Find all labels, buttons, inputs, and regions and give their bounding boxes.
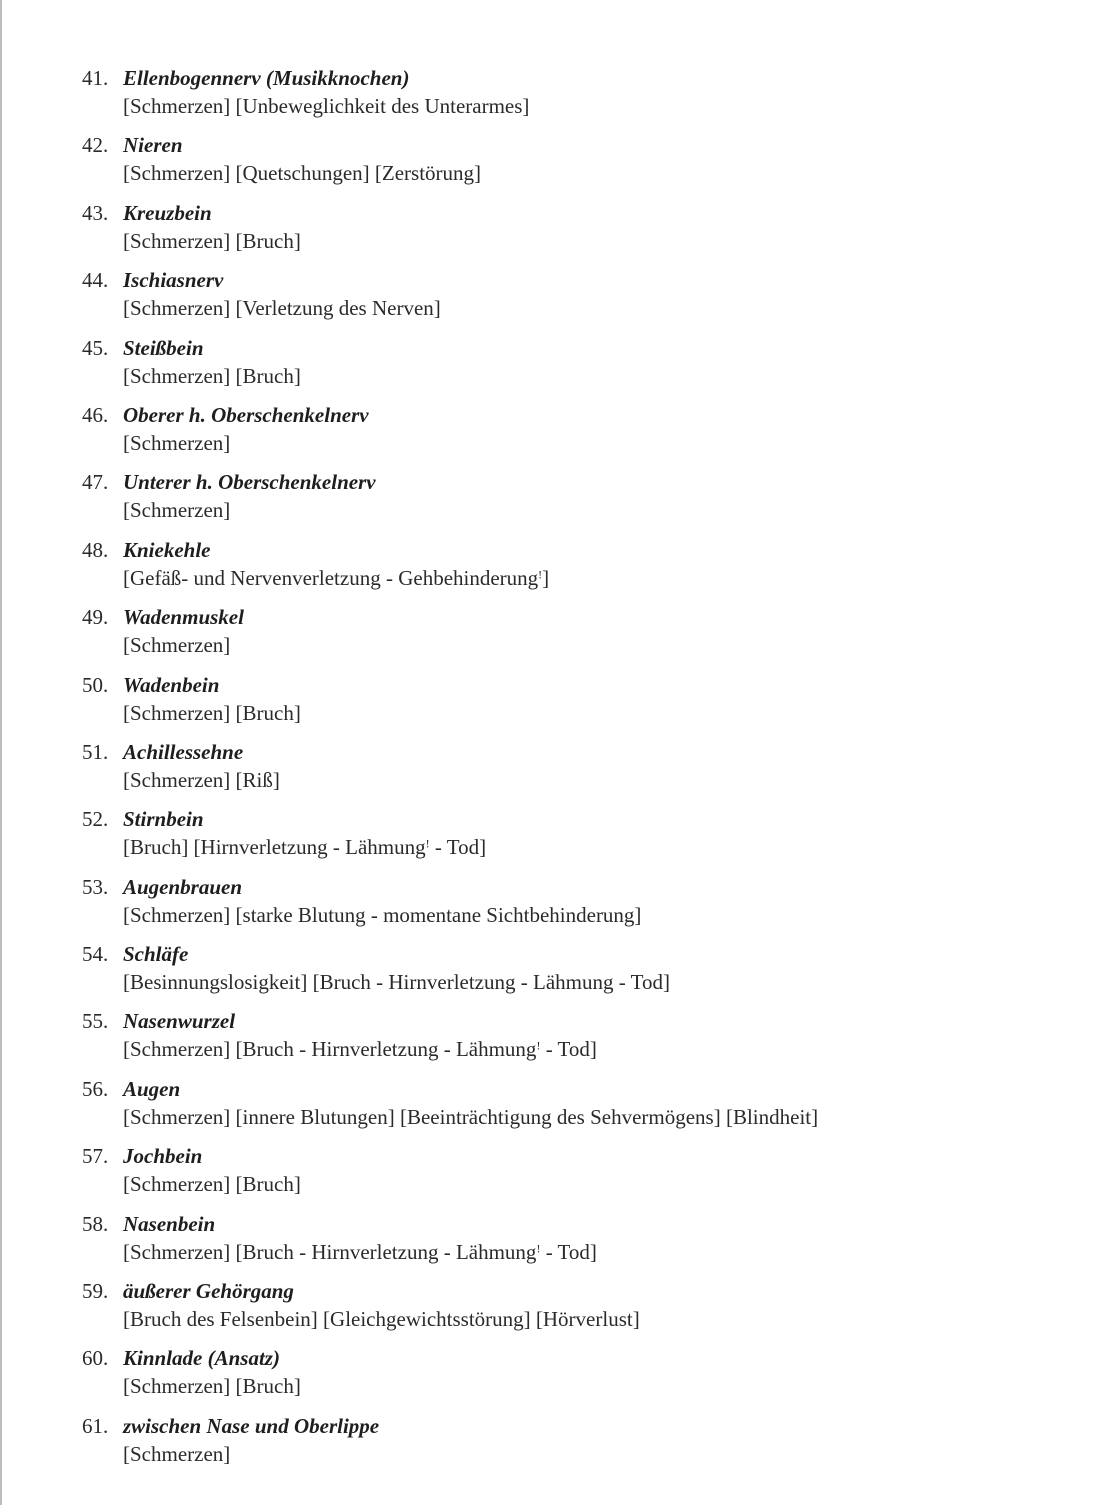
- effect-text: [Gefäß- und Nervenverletzung - Gehbehinderung: [123, 565, 539, 590]
- entry-effects: [123, 968, 670, 996]
- effect-text: [Besinnungslosigkeit] [Bruch - Hirnverletzung - Lähmung - Tod]: [123, 970, 670, 995]
- entry-number: 50.: [82, 672, 109, 697]
- entry-number: 60.: [82, 1346, 109, 1371]
- entry-term: Unterer h. Oberschenkelnerv: [123, 470, 376, 495]
- entry-term: Kreuzbein: [123, 200, 212, 225]
- entry-term: Jochbein: [123, 1144, 203, 1169]
- entry-effects: [123, 901, 641, 929]
- entry-list: [82, 64, 1082, 1479]
- effect-text: [Schmerzen]: [123, 1441, 231, 1466]
- entry-effects: [123, 1372, 301, 1400]
- page-left-border: [0, 0, 2, 1505]
- effect-text: [Schmerzen]: [123, 430, 231, 455]
- list-item: [82, 1277, 1082, 1344]
- entry-number: 57.: [82, 1144, 109, 1169]
- entry-effects: [123, 1103, 818, 1131]
- entry-number: 45.: [82, 335, 109, 360]
- entry-number: 48.: [82, 537, 109, 562]
- entry-term: Oberer h. Oberschenkelnerv: [123, 402, 369, 427]
- list-item: [82, 603, 1082, 670]
- entry-term: zwischen Nase und Oberlippe: [123, 1413, 380, 1438]
- effect-text: [Schmerzen] [innere Blutungen] [Beeinträchtigung des Sehvermögens] [Blindheit]: [123, 1104, 819, 1129]
- list-item: [82, 1344, 1082, 1411]
- entry-effects: [123, 1238, 597, 1266]
- entry-number: 44.: [82, 268, 109, 293]
- entry-number: 41.: [82, 66, 109, 90]
- list-item: [82, 1007, 1082, 1074]
- entry-number: 53.: [82, 874, 109, 899]
- effect-text: [Schmerzen] [Bruch - Hirnverletzung - Lähmung: [123, 1239, 537, 1264]
- effect-text: [Bruch des Felsenbein] [Gleichgewichtsstörung] [Hörverlust]: [123, 1307, 640, 1332]
- list-item: [82, 401, 1082, 468]
- list-item: [82, 468, 1082, 535]
- entry-term: Wadenmuskel: [123, 605, 244, 630]
- entry-effects: [123, 1170, 301, 1198]
- entry-term: Ellenbogennerv (Musikknochen): [123, 66, 410, 90]
- entry-term: Wadenbein: [123, 672, 220, 697]
- entry-term: Nasenwurzel: [123, 1009, 236, 1034]
- entry-effects: [123, 699, 301, 727]
- list-item: [82, 199, 1082, 266]
- list-item: [82, 1412, 1082, 1479]
- entry-effects: [123, 1035, 597, 1063]
- entry-effects: [123, 429, 230, 457]
- list-item: [82, 671, 1082, 738]
- list-item: [82, 1075, 1082, 1142]
- list-item: [82, 738, 1082, 805]
- effect-text: [Schmerzen] [Bruch]: [123, 228, 301, 253]
- entry-effects: [123, 496, 230, 524]
- entry-number: 55.: [82, 1009, 109, 1034]
- effect-text: [Schmerzen] [Bruch - Hirnverletzung - Lähmung: [123, 1037, 537, 1062]
- entry-number: 47.: [82, 470, 109, 495]
- footnote-marker: !: [536, 1038, 541, 1053]
- effect-text: [Bruch] [Hirnverletzung - Lähmung: [123, 835, 426, 860]
- entry-effects: [123, 1440, 230, 1468]
- entry-term: Achillessehne: [123, 739, 244, 764]
- list-item: [82, 536, 1082, 603]
- entry-number: 58.: [82, 1211, 109, 1236]
- entry-term: Schläfe: [123, 942, 189, 967]
- effect-text: - Tod]: [540, 1239, 597, 1264]
- entry-term: Kniekehle: [123, 537, 211, 562]
- effect-text: [Schmerzen] [Quetschungen] [Zerstörung]: [123, 161, 482, 186]
- entry-term: Ischiasnerv: [123, 268, 224, 293]
- entry-effects: [123, 564, 549, 592]
- entry-effects: [123, 227, 301, 255]
- footnote-marker: !: [536, 1241, 541, 1256]
- entry-number: 43.: [82, 200, 109, 225]
- effect-text: [Schmerzen] [Bruch]: [123, 700, 301, 725]
- entry-term: Kinnlade (Ansatz): [123, 1346, 280, 1371]
- entry-term: Nieren: [123, 133, 183, 158]
- list-item: [82, 1142, 1082, 1209]
- entry-effects: [123, 766, 280, 794]
- effect-text: - Tod]: [540, 1037, 597, 1062]
- entry-term: Augen: [123, 1076, 181, 1101]
- effect-text: [Schmerzen]: [123, 633, 231, 658]
- entry-effects: [123, 362, 301, 390]
- effect-text: [Schmerzen] [Bruch]: [123, 1172, 301, 1197]
- effect-text: [Schmerzen] [Unbeweglichkeit des Unterarmes]: [123, 94, 530, 118]
- footnote-marker: !: [538, 567, 543, 582]
- effect-text: [Schmerzen] [starke Blutung - momentane Sichtbehinderung]: [123, 902, 642, 927]
- entry-number: 56.: [82, 1076, 109, 1101]
- entry-number: 54.: [82, 942, 109, 967]
- entry-term: Augenbrauen: [123, 874, 243, 899]
- entry-term: Stirnbein: [123, 807, 204, 832]
- list-item: [82, 131, 1082, 198]
- list-item: [82, 940, 1082, 1007]
- entry-number: 52.: [82, 807, 109, 832]
- list-item: [82, 334, 1082, 401]
- list-item: [82, 873, 1082, 940]
- entry-number: 46.: [82, 402, 109, 427]
- entry-effects: [123, 159, 481, 187]
- entry-effects: [123, 631, 230, 659]
- effect-text: [Schmerzen] [Riß]: [123, 767, 280, 792]
- entry-effects: [123, 294, 441, 322]
- entry-number: 51.: [82, 739, 109, 764]
- effect-text: - Tod]: [429, 835, 487, 860]
- entry-number: 42.: [82, 133, 109, 158]
- entry-number: 59.: [82, 1279, 109, 1304]
- effect-text: [Schmerzen]: [123, 498, 231, 523]
- footnote-marker: !: [425, 836, 430, 851]
- effect-text: ]: [542, 565, 550, 590]
- entry-term: Steißbein: [123, 335, 204, 360]
- effect-text: [Schmerzen] [Bruch]: [123, 1374, 301, 1399]
- effect-text: [Schmerzen] [Verletzung des Nerven]: [123, 296, 441, 321]
- entry-term: Nasenbein: [123, 1211, 216, 1236]
- entry-effects: [123, 1305, 640, 1333]
- entry-term: äußerer Gehörgang: [123, 1279, 294, 1304]
- effect-text: [Schmerzen] [Bruch]: [123, 363, 301, 388]
- list-item: [82, 266, 1082, 333]
- list-item: [82, 805, 1082, 872]
- entry-effects: [123, 92, 529, 120]
- list-item: [82, 1210, 1082, 1277]
- entry-number: 61.: [82, 1413, 109, 1438]
- entry-number: 49.: [82, 605, 109, 630]
- list-item: [82, 64, 1082, 131]
- entry-effects: [123, 833, 486, 861]
